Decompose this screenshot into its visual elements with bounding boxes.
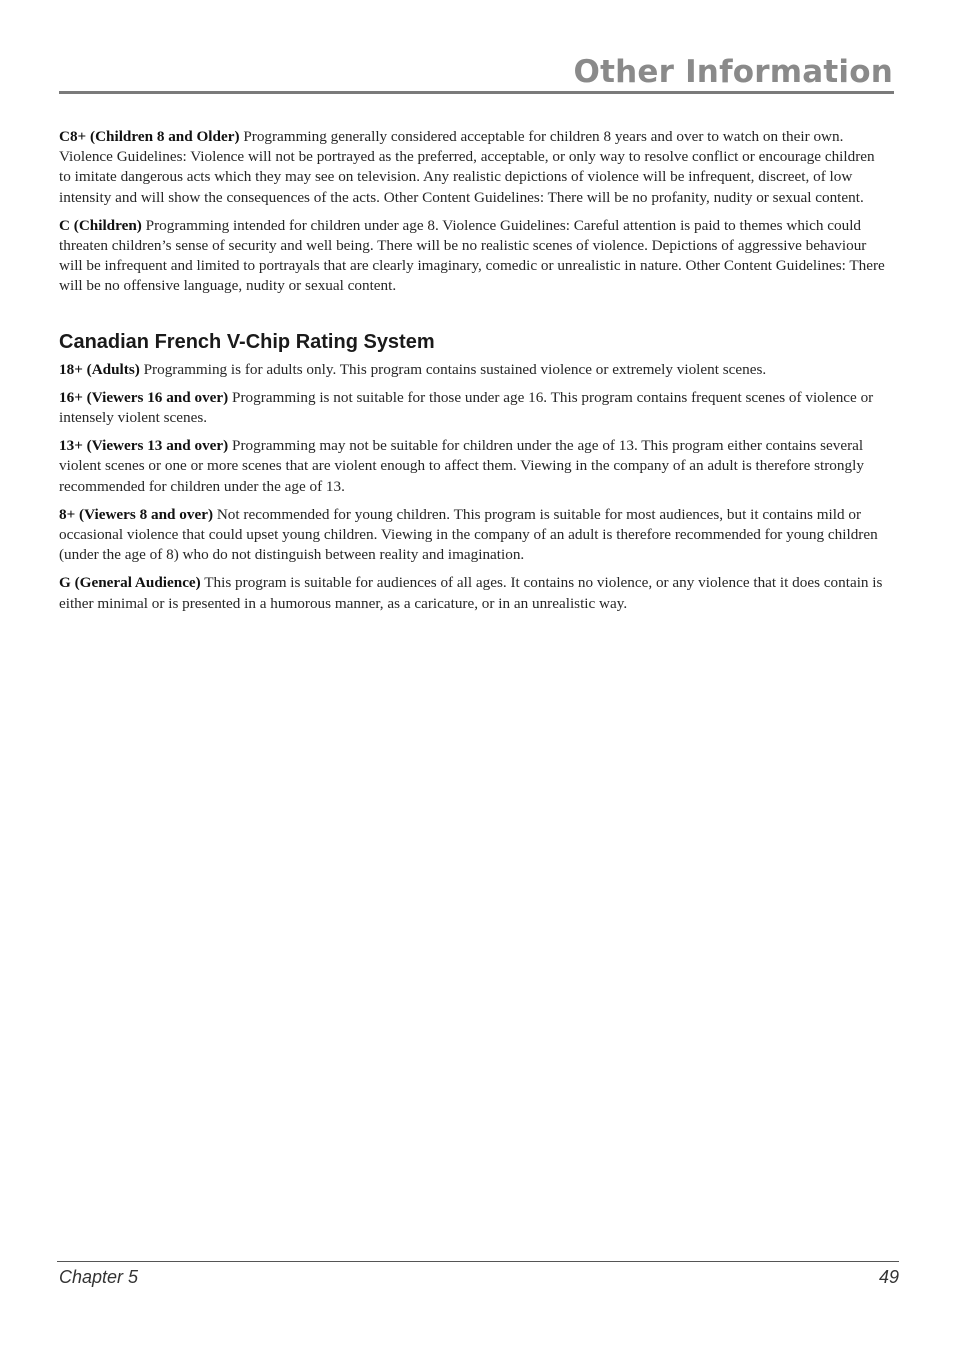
page-content: [59, 127, 889, 622]
rating-description: Programming intended for children under age 8. Violence Guidelines: Careful attention is paid to themes which could threaten children’s sense of security and well being. There will be no realistic scenes of violence. Depictions of aggressive behaviour will be infrequent and limited to portrayals that are clearly imaginary, comedic or unrealistic in nature. Other Content Guidelines: There will be no offensive language, nudity or sexual content.: [59, 216, 885, 295]
rating-c-paragraph: [59, 216, 889, 297]
rating-term: C (Children): [59, 216, 142, 234]
rating-term: 16+ (Viewers 16 and over): [59, 388, 229, 406]
rating-term: 8+ (Viewers 8 and over): [59, 505, 214, 523]
rating-description: This program is suitable for audiences of all ages. It contains no violence, or any violence that it does contain is either minimal or is presented in a humorous manner, as a caricature, or in an unrealistic way.: [59, 574, 883, 612]
page-title: Other Information: [573, 54, 893, 90]
rating-description: Programming is for adults only. This program contains sustained violence or extremely violent scenes.: [139, 360, 767, 378]
footer-chapter: Chapter 5: [59, 1267, 139, 1287]
footer-page-number: 49: [878, 1267, 899, 1287]
footer-divider: [57, 1261, 899, 1262]
rating-description: Programming is not suitable for those under age 16. This program contains frequent scenes of violence or intensely violent scenes.: [59, 388, 874, 427]
rating-8-paragraph: [59, 505, 889, 566]
rating-c8-paragraph: [59, 127, 889, 208]
rating-term: G (General Audience): [59, 574, 201, 592]
rating-13-paragraph: [59, 436, 889, 497]
rating-description: Programming generally considered acceptable for children 8 years and over to watch on their own. Violence Guidelines: Violence will not be portrayed as the preferred, acceptable, or only way to resolve conflict or encourage children to imitate dangerous acts which they may see on television. Any realistic depictions of violence will be infrequent, discreet, of low intensity and will show the consequences of the acts. Other Content Guidelines: There will be no profanity, nudity or sexual content.: [59, 128, 875, 206]
rating-description: Programming may not be suitable for children under the age of 13. This program either contains several violent scenes or one or more scenes that are violent enough to affect them. Viewing in the company of an adult is therefore strongly recommended for children under the age of 13.: [59, 437, 864, 495]
rating-term: 18+ (Adults): [59, 360, 140, 378]
rating-18-paragraph: [59, 360, 889, 380]
header-divider: [59, 91, 894, 94]
rating-term: 13+ (Viewers 13 and over): [59, 437, 229, 455]
rating-16-paragraph: [59, 388, 889, 428]
rating-term: C8+ (Children 8 and Older): [59, 128, 240, 145]
section-heading: Canadian French V-Chip Rating System: [59, 330, 435, 353]
rating-description: Not recommended for young children. This program is suitable for most audiences, but it contains mild or occasional violence that could upset young children. Viewing in the company of an adult is therefore recommended for young children (under the age of 8) who do not distinguish between reality and imagination.: [59, 505, 878, 564]
rating-g-paragraph: [59, 573, 889, 613]
